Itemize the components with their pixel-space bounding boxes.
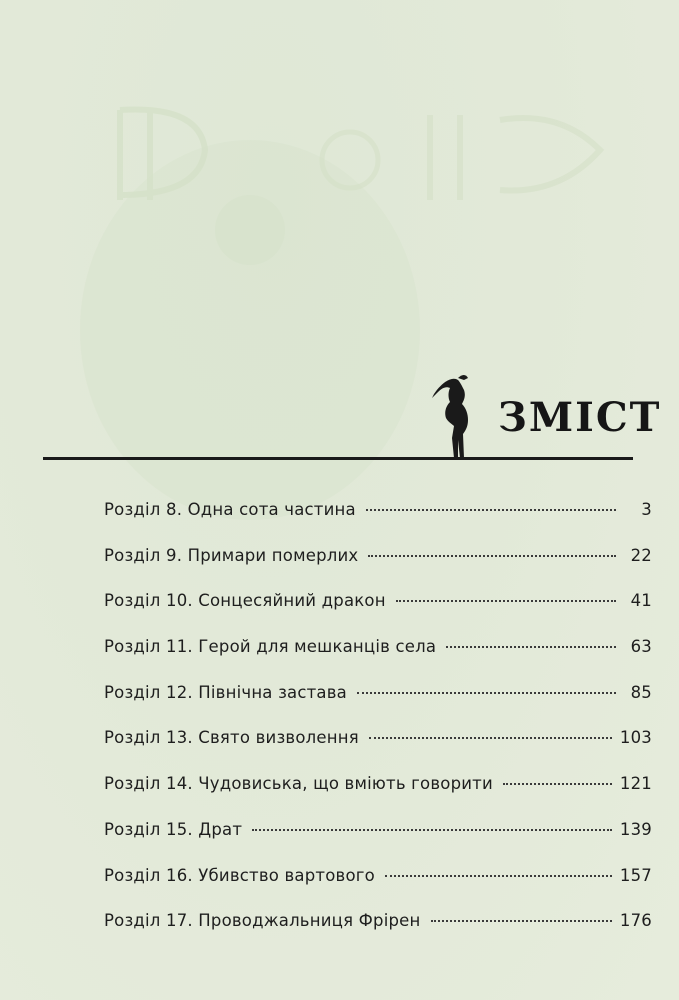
toc-entry-label: Розділ 14. Чудовиська, що вміють говорити xyxy=(104,774,493,794)
toc-entry-page: 41 xyxy=(630,591,652,611)
toc-dot-leader xyxy=(357,692,616,694)
toc-entry-label: Розділ 12. Північна застава xyxy=(104,682,347,702)
toc-entry-page: 63 xyxy=(630,637,652,657)
toc-entry-label: Розділ 16. Убивство вартового xyxy=(104,865,375,885)
toc-entry-label: Розділ 8. Одна сота частина xyxy=(104,500,356,519)
toc-dot-leader xyxy=(446,646,616,648)
toc-entry[interactable] xyxy=(104,591,652,637)
toc-entry-page: 103 xyxy=(619,728,652,748)
table-of-contents xyxy=(104,500,652,957)
toc-entry-label: Розділ 9. Примари померлих xyxy=(104,545,359,565)
toc-entry-label: Розділ 13. Свято визволення xyxy=(104,728,359,748)
contents-title: ЗМІСТ xyxy=(498,394,662,441)
title-divider-rule xyxy=(43,457,633,460)
girl-silhouette-icon xyxy=(428,372,488,462)
toc-entry[interactable] xyxy=(104,500,652,546)
toc-entry[interactable] xyxy=(104,637,652,683)
toc-entry-page: 85 xyxy=(630,682,652,702)
toc-entry[interactable] xyxy=(104,820,652,866)
toc-dot-leader xyxy=(252,829,612,831)
toc-dot-leader xyxy=(385,875,612,877)
toc-entry-label: Розділ 17. Проводжальниця Фрірен xyxy=(104,911,421,931)
toc-dot-leader xyxy=(366,509,616,511)
toc-entry[interactable] xyxy=(104,683,652,729)
toc-entry-label: Розділ 10. Сонцесяйний дракон xyxy=(104,591,386,611)
toc-entry[interactable] xyxy=(104,911,652,957)
toc-entry-label: Розділ 11. Герой для мешканців села xyxy=(104,637,437,657)
toc-entry-page: 3 xyxy=(641,500,652,519)
toc-dot-leader xyxy=(396,600,616,602)
toc-entry-page: 176 xyxy=(619,911,652,931)
toc-entry-page: 157 xyxy=(619,865,652,885)
toc-entry-page: 22 xyxy=(630,545,652,565)
toc-entry-page: 121 xyxy=(619,774,652,794)
toc-dot-leader xyxy=(369,737,612,739)
toc-dot-leader xyxy=(431,920,612,922)
toc-entry-page: 139 xyxy=(619,819,652,839)
toc-entry[interactable] xyxy=(104,774,652,820)
toc-entry[interactable] xyxy=(104,546,652,592)
toc-entry[interactable] xyxy=(104,728,652,774)
toc-dot-leader xyxy=(503,783,612,785)
toc-dot-leader xyxy=(368,555,616,557)
toc-entry[interactable] xyxy=(104,866,652,912)
toc-entry-label: Розділ 15. Драт xyxy=(104,819,243,839)
